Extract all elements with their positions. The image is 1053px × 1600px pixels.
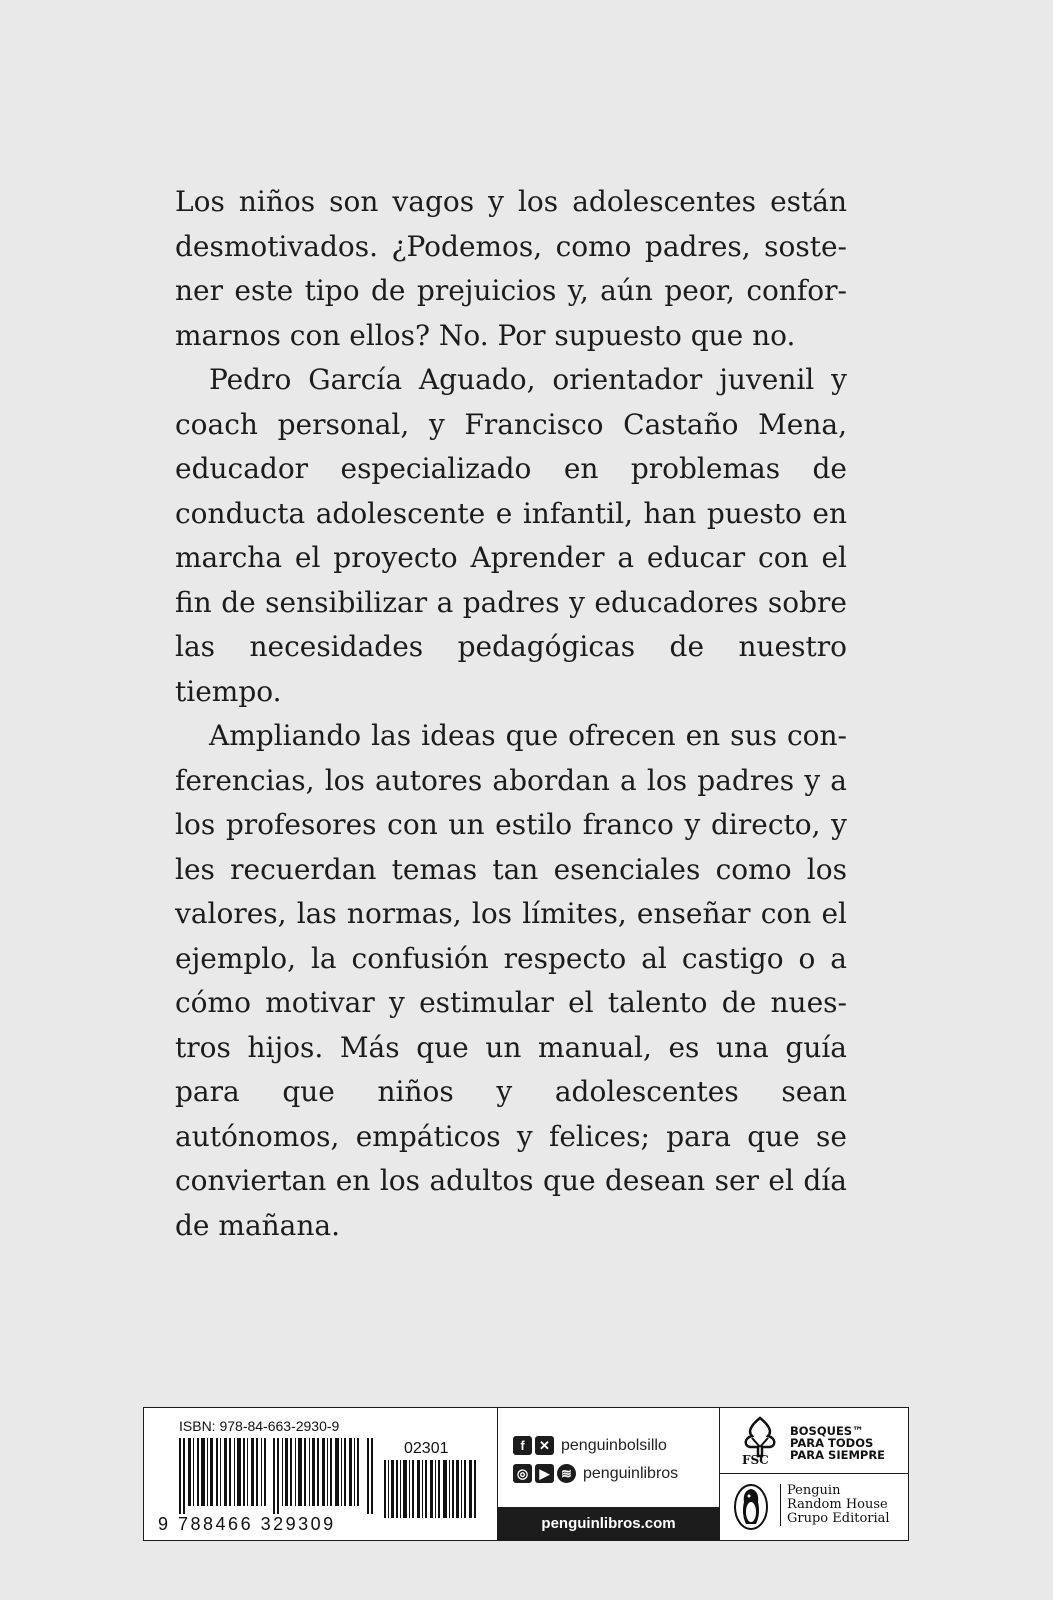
blurb-paragraph-1: Los niños son vagos y los adolescentes están desmotivados. ¿Podemos, como padres, sostener este tipo de prejuicios y, aún peor, conformarnos con ellos? No. Por supuesto que no. bbox=[175, 185, 847, 352]
addon-barcode-icon bbox=[384, 1460, 479, 1518]
back-cover-footer bbox=[143, 1407, 909, 1541]
publisher-line-1: Penguin bbox=[787, 1483, 841, 1498]
publisher-line-3: Grupo Editorial bbox=[787, 1511, 890, 1526]
publisher-line-2: Random House bbox=[787, 1497, 888, 1512]
social-row-bolsillo bbox=[513, 1436, 667, 1455]
social-row-libros bbox=[513, 1464, 678, 1483]
youtube-icon[interactable]: ▶ bbox=[535, 1464, 554, 1483]
publisher-wordmark bbox=[780, 1484, 890, 1526]
fsc-line-1: BOSQUES™ bbox=[790, 1424, 864, 1438]
fsc-line-3: PARA SIEMPRE bbox=[790, 1448, 886, 1462]
penguin-icon bbox=[732, 1482, 770, 1532]
ean-digits: 9 788466 329309 bbox=[158, 1514, 336, 1534]
fsc-line-2: PARA TODOS bbox=[790, 1436, 874, 1450]
ean-barcode-icon bbox=[179, 1438, 379, 1514]
fsc-slogan bbox=[790, 1425, 885, 1461]
x-icon[interactable]: ✕ bbox=[535, 1436, 554, 1455]
website-link[interactable]: penguinlibros.com bbox=[498, 1507, 719, 1540]
publisher-logo bbox=[720, 1474, 908, 1540]
fsc-logo bbox=[720, 1408, 908, 1474]
social-panel bbox=[498, 1408, 720, 1540]
handle-penguinlibros[interactable]: penguinlibros bbox=[583, 1464, 679, 1482]
isbn-label: ISBN: 978-84-663-2930-9 bbox=[179, 1418, 340, 1434]
facebook-icon[interactable]: f bbox=[513, 1436, 532, 1455]
back-cover-blurb bbox=[175, 180, 847, 1248]
logos-panel bbox=[720, 1408, 908, 1540]
fsc-brand: FSC bbox=[742, 1453, 769, 1467]
addon-code: 02301 bbox=[404, 1440, 449, 1457]
barcode-panel bbox=[144, 1408, 498, 1540]
blurb-paragraph-3: Ampliando las ideas que ofrecen en sus conferencias, los autores abordan a los padres y a los profesores con un estilo franco y directo, y les recuerdan temas tan esenciales como los valores, las normas, los límites, enseñar con el ejemplo, la confusión respecto al castigo o a cómo motivar y estimular el talento de nuestros hijos. Más que un manual, es una guía para que niños y adolescentes sean autónomos, empáticos y felices; para que se conviertan en los adultos que desean ser el día de mañana. bbox=[175, 719, 847, 1242]
blurb-paragraph-2: Pedro García Aguado, orientador juvenil y coach personal, y Francisco Castaño Mena, educador especializado en problemas de conducta adolescente e infantil, han puesto en marcha el proyecto Aprender a educar con el fin de sensibilizar a padres y educadores sobre las necesidades pedagógicas de nuestro tiempo. bbox=[175, 363, 847, 708]
spotify-icon[interactable]: ≋ bbox=[557, 1464, 576, 1483]
instagram-icon[interactable]: ◎ bbox=[513, 1464, 532, 1483]
handle-penguinbolsillo[interactable]: penguinbolsillo bbox=[561, 1436, 667, 1454]
